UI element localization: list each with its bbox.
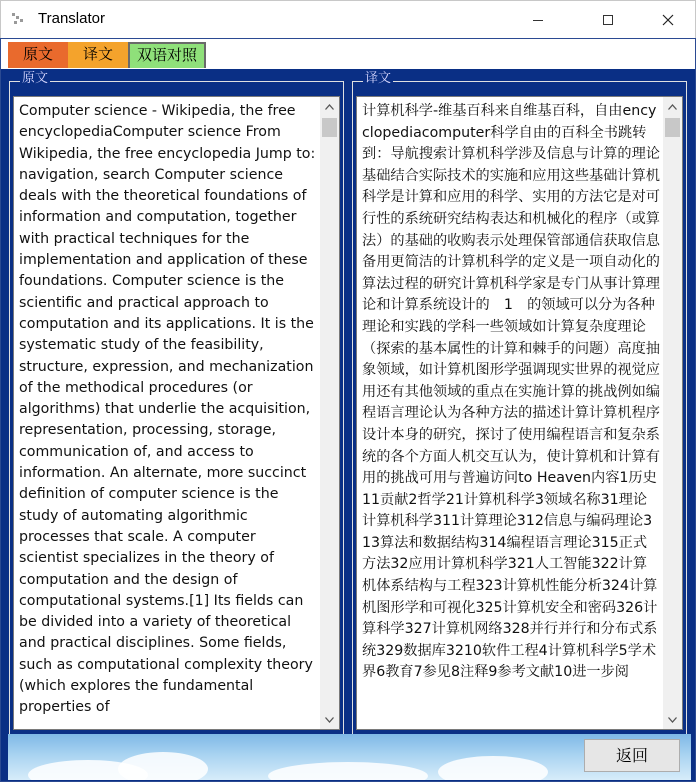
chevron-up-icon bbox=[325, 104, 334, 110]
back-button[interactable]: 返回 bbox=[584, 739, 680, 772]
minimize-icon bbox=[533, 20, 543, 21]
main-window bbox=[0, 38, 696, 782]
original-text[interactable]: Computer science - Wikipedia, the free encyclopediaComputer science From Wikipedia, the free encyclopedia Jump to: navigation, search Computer science deals with the theoretical foundations of information and computation, together with practical techniques for the implementation and application of these foundations. Computer science is the scientific and practical approach to computation and its applications. It is the systematic study of the feasibility, structure, expression, and mechanization of the methodical procedures (or algorithms) that underlie the acquisition, representation, processing, storage, communication of, and access to information. An alternate, more succinct definition of computer science is the study of automating algorithmic processes that scale. A computer scientist specializes in the theory of computation and the design of computational systems.[1] Its fields can be divided into a variety of theoretical and practical disciplines. Some fields, such as computational complexity theory (which explores the fundamental properties of bbox=[19, 103, 316, 716]
cloud-decoration bbox=[438, 756, 548, 780]
cloud-decoration bbox=[118, 752, 208, 780]
app-icon bbox=[12, 13, 26, 25]
original-scroll-up-button[interactable] bbox=[320, 97, 339, 116]
translation-textbox[interactable] bbox=[356, 96, 683, 730]
original-group-label: 原文 bbox=[22, 71, 49, 86]
translation-group bbox=[352, 71, 687, 737]
tab-bilingual[interactable]: 双语对照 bbox=[128, 42, 206, 68]
close-button[interactable] bbox=[645, 1, 691, 39]
cloud-decoration bbox=[268, 762, 428, 780]
tab-strip bbox=[1, 39, 695, 69]
window-title: Translator bbox=[38, 10, 105, 27]
original-textbox[interactable] bbox=[13, 96, 340, 730]
tab-translation[interactable]: 译文 bbox=[68, 42, 128, 68]
translation-scroll-up-button[interactable] bbox=[663, 97, 682, 116]
original-scroll-thumb[interactable] bbox=[322, 118, 337, 137]
close-icon bbox=[662, 14, 674, 26]
title-bar bbox=[0, 0, 696, 38]
maximize-icon bbox=[603, 15, 613, 25]
maximize-button[interactable] bbox=[585, 1, 631, 39]
original-group bbox=[9, 71, 344, 737]
tab-original[interactable]: 原文 bbox=[8, 42, 68, 68]
translation-group-label: 译文 bbox=[365, 71, 392, 86]
minimize-button[interactable] bbox=[515, 1, 561, 39]
original-scroll-down-button[interactable] bbox=[320, 710, 339, 729]
original-scrollbar[interactable] bbox=[320, 97, 339, 729]
translation-scroll-down-button[interactable] bbox=[663, 710, 682, 729]
chevron-down-icon bbox=[325, 717, 334, 723]
translation-scrollbar[interactable] bbox=[663, 97, 682, 729]
chevron-down-icon bbox=[668, 717, 677, 723]
translation-scroll-thumb[interactable] bbox=[665, 118, 680, 137]
chevron-up-icon bbox=[668, 104, 677, 110]
translation-text[interactable]: 计算机科学-维基百科来自维基百科，自由encyclopediacomputer科学自由的百科全书跳转到：导航搜索计算机科学涉及信息与计算的理论基础结合实际技术的实施和应用这些基础计算机科学是计算和应用的科学、实用的方法它是对可行性的系统研究结构表达和机械化的程序（或算法）的基础的收购表示处理保管部通信获取信息备用更简洁的计算机科学的定义是一项自动化的算法过程的研究计算机科学家是专门从事计算理论和计算系统设计的 1 的领域可以分为各种理论和实践的学科一些领域如计算复杂度理论（探索的基本属性的计算和棘手的问题）高度抽象领域，如计算机图形学强调现实世界的视觉应用还有其他领域的重点在实施计算的挑战例如编程语言理论认为各种方法的描述计算计算机程序设计本身的研究，探讨了使用编程语言和复杂系统的各个方面人机交互认为，使计算机和计算有用的挑战可用与普遍访问to Heaven内容1历史11贡献2哲学21计算机科学3领域名称31理论计算机科学311计算理论312信息与编码理论313算法和数据结构314编程语言理论315正式方法32应用计算机科学321人工智能322计算机体系结构与工程323计算机性能分析324计算机图形学和可视化325计算机安全和密码326计算科学327计算机网络328并行并行和分布式系统329数据库3210软件工程4计算机科学5学术界6教育7参见8注释9参考文献10进一步阅 bbox=[362, 103, 660, 681]
